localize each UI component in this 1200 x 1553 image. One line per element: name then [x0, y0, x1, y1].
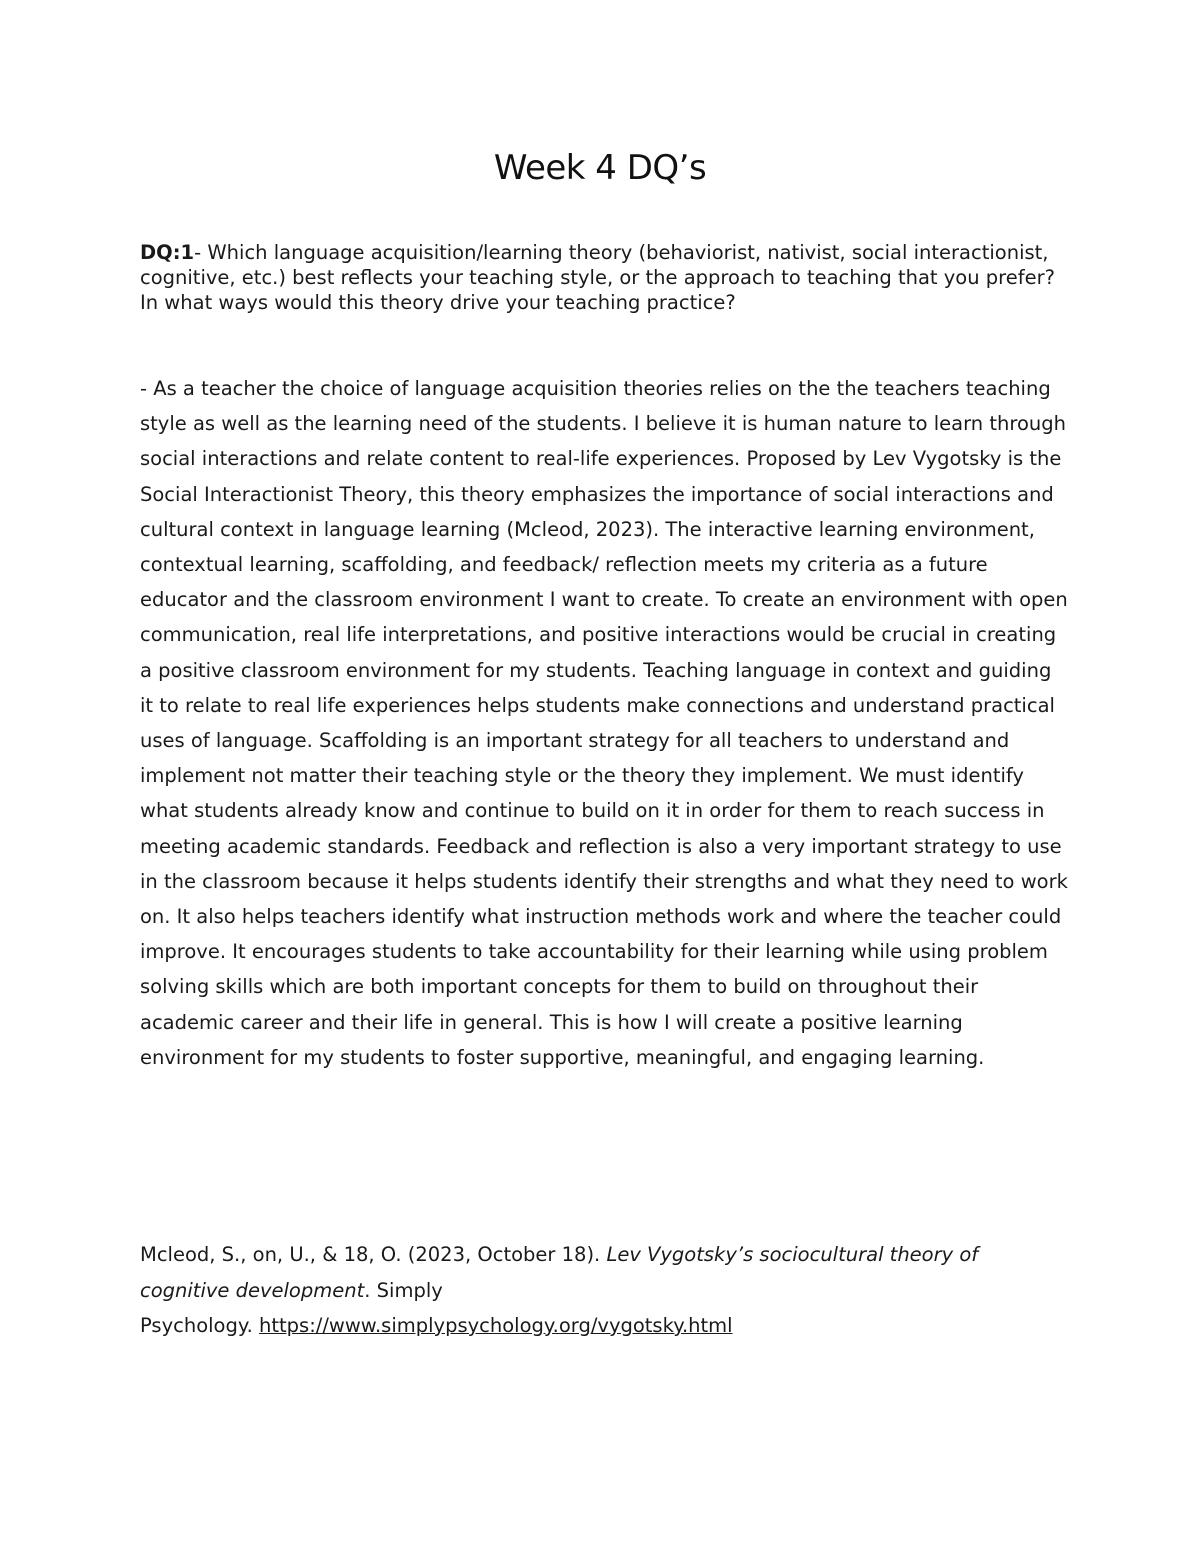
question-label: DQ:1	[140, 241, 195, 264]
question-separator: -	[194, 241, 208, 264]
discussion-question	[140, 240, 1070, 315]
reference-authors: Mcleod, S., on, U., & 18, O. (2023, October 18).	[140, 1243, 607, 1266]
page-title: Week 4 DQ’s	[493, 148, 707, 188]
reference-citation	[140, 1237, 1070, 1344]
reference-link[interactable]: https://www.simplypsychology.org/vygotsky.html	[259, 1314, 733, 1337]
answer-paragraph: - As a teacher the choice of language acquisition theories relies on the the teachers teaching style as well as the learning need of the students. I believe it is human nature to learn through social interactions and relate content to real-life experiences. Proposed by Lev Vygotsky is the Social Interactionist Theory, this theory emphasizes the importance of social interactions and cultural context in language learning (Mcleod, 2023). The interactive learning environment, contextual learning, scaffolding, and feedback/ reflection meets my criteria as a future educator and the classroom environment I want to create. To create an environment with open communication, real life interpretations, and positive interactions would be crucial in creating a positive classroom environment for my students. Teaching language in context and guiding it to relate to real life experiences helps students make connections and understand practical uses of language. Scaffolding is an important strategy for all teachers to understand and implement not matter their teaching style or the theory they implement. We must identify what students already know and continue to build on it in order for them to reach success in meeting academic standards. Feedback and reflection is also a very important strategy to use in the classroom because it helps students identify their strengths and what they need to work on. It also helps teachers identify what instruction methods work and where the teacher could improve. It encourages students to take accountability for their learning while using problem solving skills which are both important concepts for them to build on throughout their academic career and their life in general. This is how I will create a positive learning environment for my students to foster supportive, meaningful, and engaging learning.	[140, 377, 1068, 1069]
reference-after-title: . Simply	[364, 1278, 443, 1302]
reference-publisher: Psychology.	[140, 1314, 260, 1337]
question-text: Which language acquisition/learning theory (behaviorist, nativist, social interactionist, cognitive, etc.) best reflects your teaching style, or the approach to teaching that you prefer? In what ways would this theory drive your teaching practice?	[140, 241, 1055, 314]
reference-work-title: Lev Vygotsky’s sociocultural theory of cognitive development	[140, 1243, 979, 1302]
